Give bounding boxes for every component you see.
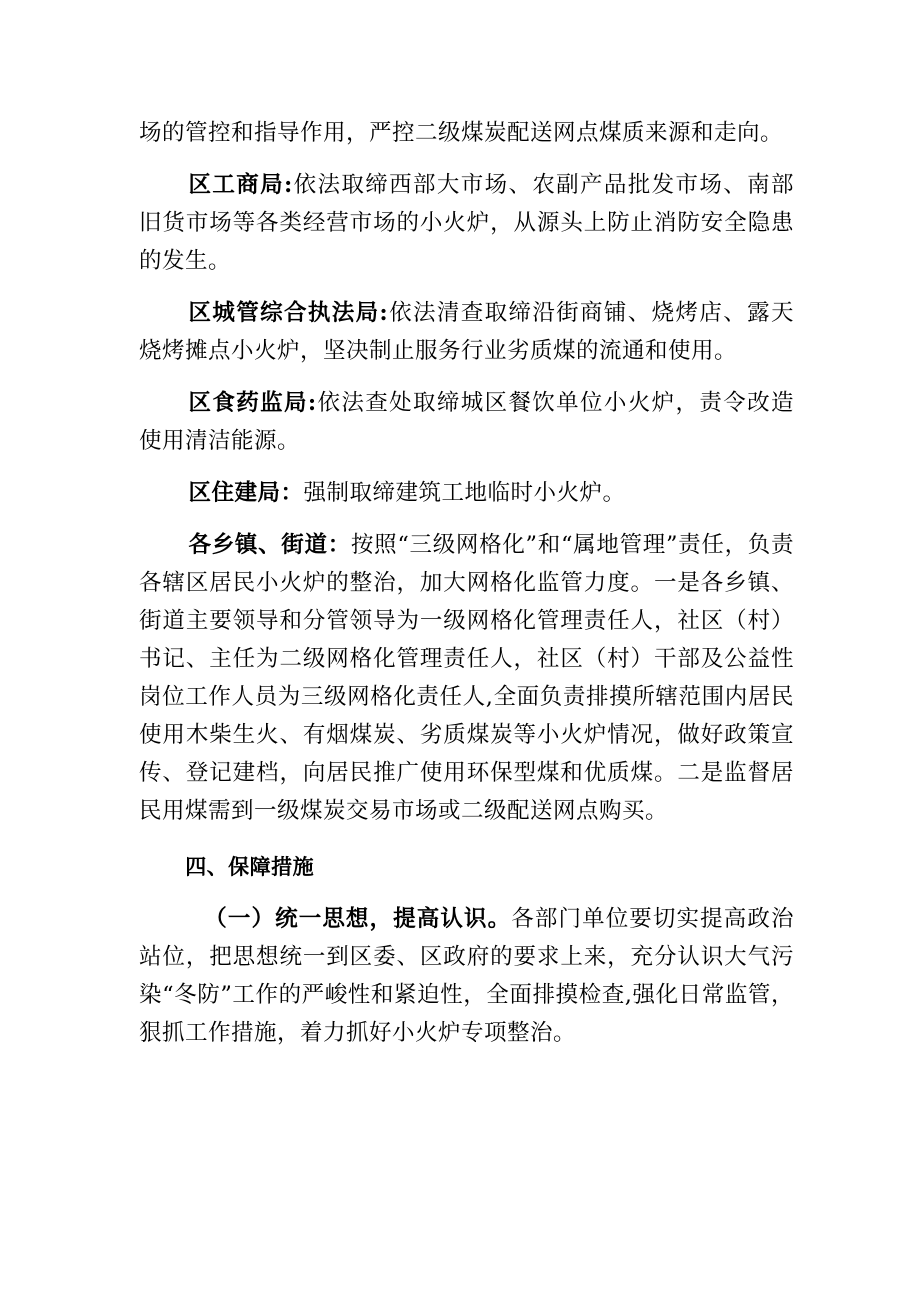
department-label: 区工商局: <box>188 172 293 198</box>
department-label: 区食药监局: <box>188 390 317 416</box>
subsection-lead: （一）统一思想，提高认识。 <box>204 906 512 932</box>
continuation-paragraph: 场的管控和指导作用，严控二级煤炭配送网点煤质来源和走向。 <box>139 120 784 146</box>
responsibility-paragraph-housing <box>139 474 794 512</box>
responsibility-text: 强制取缔建筑工地临时小火炉。 <box>303 480 626 506</box>
department-label: 区城管综合执法局: <box>188 300 389 326</box>
responsibility-text: 依法清查取缔沿街商铺、烧烤店、露天烧烤摊点小火炉，坚决制止服务行业劣质煤的流通和使用。 <box>139 300 794 364</box>
responsibility-paragraph-urban-management <box>139 294 794 370</box>
subsection-paragraph <box>139 900 794 1052</box>
responsibility-text: 按照“三级网格化”和“属地管理”责任，负责各辖区居民小火炉的整治，加大网格化监管力度。一是各乡镇、街道主要领导和分管领导为一级网格化管理责任人，社区（村）书记、主任为二级网格化管理责任人，社区（村）干部及公益性岗位工作人员为三级网格化责任人,全面负责排摸所辖范围内居民使用木柴生火、有烟煤炭、劣质煤炭等小火炉情况，做好政策宣传、登记建档，向居民推广使用环保型煤和优质煤。二是监督居民用煤需到一级煤炭交易市场或二级配送网点购买。 <box>139 532 794 824</box>
responsibility-paragraph-food-drug <box>139 384 794 460</box>
department-label: 区住建局： <box>188 480 304 506</box>
subsection-text: 各部门单位要切实提高政治站位，把思想统一到区委、区政府的要求上来，充分认识大气污染“冬防”工作的严峻性和紧迫性，全面排摸检查,强化日常监管，狠抓工作措施，着力抓好小火炉专项整治。 <box>139 906 794 1046</box>
responsibility-paragraph-commerce <box>139 166 794 280</box>
document-body <box>139 114 794 1066</box>
responsibility-text: 依法取缔西部大市场、农副产品批发市场、南部旧货市场等各类经营市场的小火炉，从源头上防止消防安全隐患的发生。 <box>139 172 794 274</box>
responsibility-text: 依法查处取缔城区餐饮单位小火炉，责令改造使用清洁能源。 <box>139 390 794 454</box>
responsibility-paragraph-townships <box>139 526 794 830</box>
section-heading: 四、保障措施 <box>185 855 315 879</box>
department-label: 各乡镇、街道： <box>188 532 351 558</box>
